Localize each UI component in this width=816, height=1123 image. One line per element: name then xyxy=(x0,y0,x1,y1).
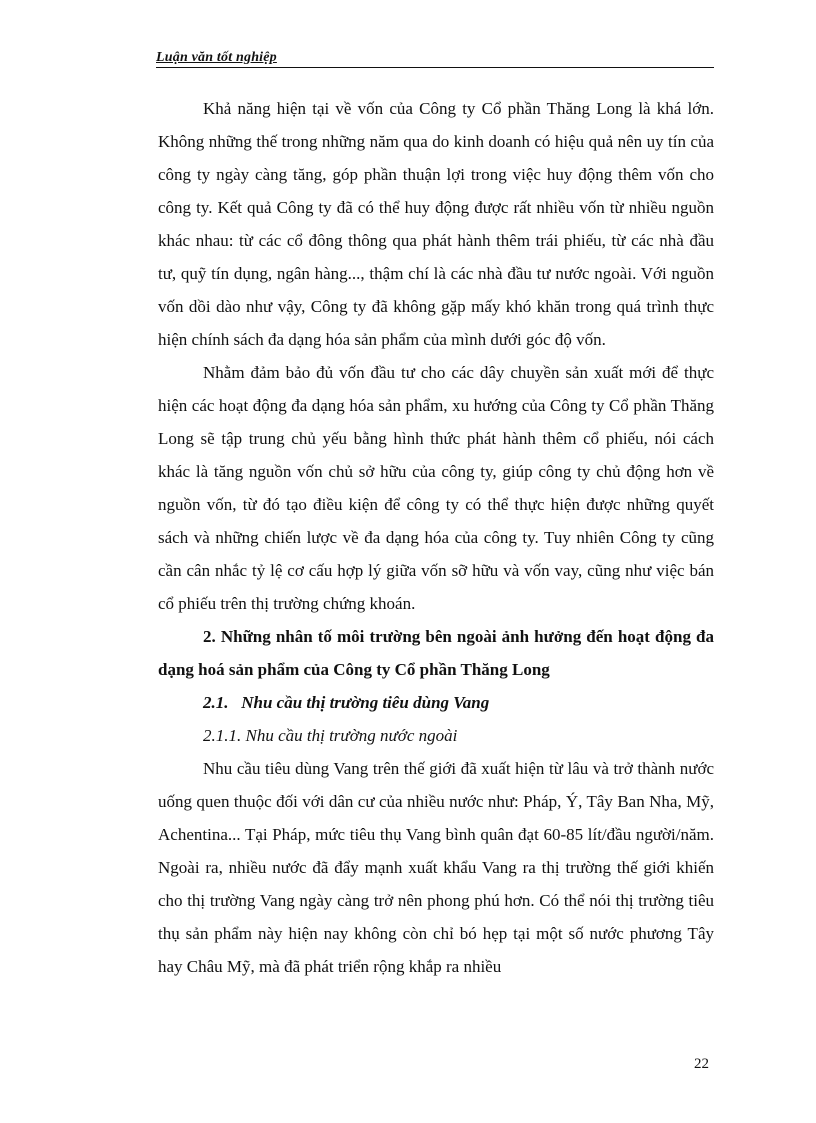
paragraph-foreign-demand: Nhu cầu tiêu dùng Vang trên thế giới đã xuất hiện từ lâu và trở thành nước uống quen thuộc đối với dân cư của nhiều nước như: Pháp, Ý, Tây Ban Nha, Mỹ, Achentina... Tại Pháp, mức tiêu thụ Vang bình quân đạt 60-85 lít/đầu người/năm. Ngoài ra, nhiều nước đã đẩy mạnh xuất khẩu Vang ra thị trường thế giới khiến cho thị trường Vang ngày càng trở nên phong phú hơn. Có thể nói thị trường tiêu thụ sản phẩm này hiện nay không còn chỉ bó hẹp tại một số nước phương Tây hay Châu Mỹ, mà đã phát triển rộng khắp ra nhiều xyxy=(158,759,714,976)
page-body xyxy=(158,92,714,983)
paragraph-capital-strategy: Nhằm đảm bảo đủ vốn đầu tư cho các dây chuyền sản xuất mới để thực hiện các hoạt động đa dạng hóa sản phẩm, xu hướng của Công ty Cổ phần Thăng Long sẽ tập trung chủ yếu bằng hình thức phát hành thêm cổ phiếu, nói cách khác là tăng nguồn vốn chủ sở hữu của công ty, giúp công ty chủ động hơn về nguồn vốn, từ đó tạo điều kiện để công ty có thể thực hiện được những quyết sách và những chiến lược về đa dạng hóa của công ty. Tuy nhiên Công ty cũng cần cân nhắc tỷ lệ cơ cấu hợp lý giữa vốn sỡ hữu và vốn vay, cũng như việc bán cổ phiếu trên thị trường chứng khoán. xyxy=(158,363,714,613)
page-header xyxy=(156,50,714,70)
header-title: Luận văn tốt nghiệp xyxy=(156,50,277,65)
section-heading-2-1: 2.1. Nhu cầu thị trường tiêu dùng Vang xyxy=(203,693,490,712)
paragraph-capital-capacity: Khả năng hiện tại về vốn của Công ty Cổ phần Thăng Long là khá lớn. Không những thế trong những năm qua do kinh doanh có hiệu quả nên uy tín của công ty ngày càng tăng, góp phần thuận lợi trong việc huy động thêm vốn cho công ty. Kết quả Công ty đã có thể huy động được rất nhiều vốn từ nhiều nguồn khác nhau: từ các cổ đông thông qua phát hành thêm trái phiếu, từ các nhà đầu tư, quỹ tín dụng, ngân hàng..., thậm chí là các nhà đầu tư nước ngoài. Với nguồn vốn dồi dào như vậy, Công ty đã không gặp mấy khó khăn trong quá trình thực hiện chính sách đa dạng hóa sản phẩm của mình dưới góc độ vốn. xyxy=(158,99,714,349)
header-rule xyxy=(156,67,714,68)
section-heading-2-1-1: 2.1.1. Nhu cầu thị trường nước ngoài xyxy=(203,726,458,745)
page-number: 22 xyxy=(694,1056,709,1072)
section-heading-2: 2. Những nhân tố môi trường bên ngoài ảnh hưởng đến hoạt động đa dạng hoá sản phẩm của Công ty Cổ phần Thăng Long xyxy=(158,627,714,679)
